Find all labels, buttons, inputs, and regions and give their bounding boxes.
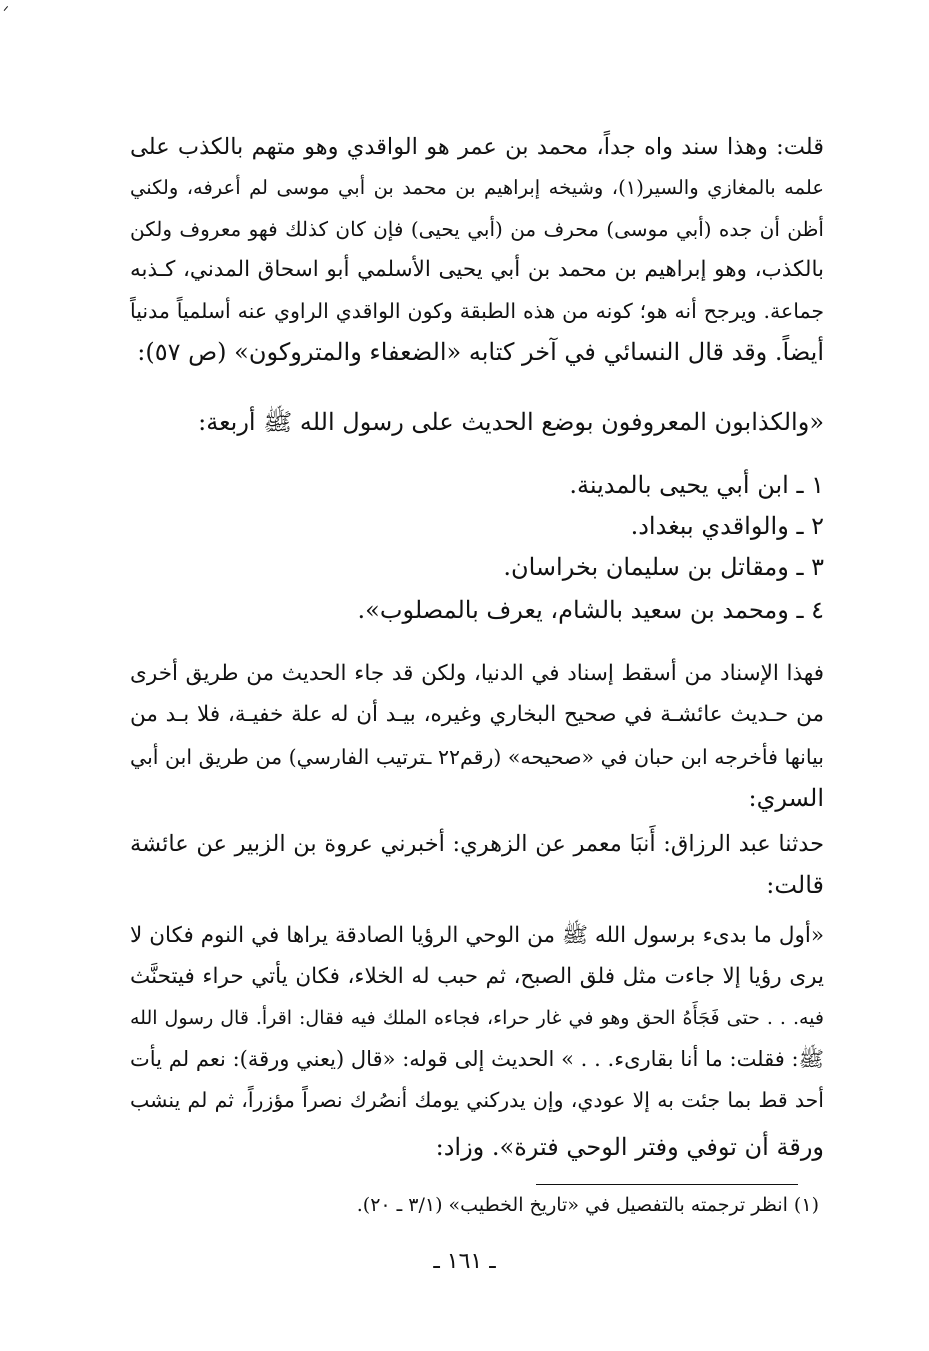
corner-mark: ᐟ: [3, 4, 9, 20]
list-item: ٢ ـ والواقدي ببغداد.: [630, 512, 824, 540]
paragraph-4-line: فيه. . . حتى فَجَأَهُ الحق وهو في غار حراء، فجاءه الملك فيه فقال: اقرأ. قال رسول الله: [130, 1007, 824, 1029]
footnote: (١) انظر ترجمته بالتفصيل في «تاريخ الخطيب» (٣/١ ـ ٢٠).: [356, 1194, 819, 1216]
paragraph-4-line: أحد قط بما جئت به إلا عودي، وإن يدركني يومك أنصُرك نصراً مؤزراً، ثم لم ينشب: [130, 1088, 824, 1112]
paragraph-1-line: أظن أن جده (أبي موسى) محرف من (أبي يحيى) فإن كان كذلك فهو معروف ولكن: [130, 217, 824, 241]
paragraph-2-line: فهذا الإسناد من أسقط إسناد في الدنيا، ولكن قد جاء الحديث من طريق أخرى: [130, 661, 824, 686]
paragraph-1-line: بالكذب، وهو إبراهيم بن محمد بن أبي يحيى الأسلمي أبو اسحاق المدني، كـذبه: [130, 257, 824, 282]
paragraph-4-line: «أول ما بدىء برسول الله ﷺ من الوحي الرؤيا الصادقة يراها في النوم فكان لا: [130, 923, 824, 948]
paragraph-4-line: ورقة أن توفي وفتر الوحي فترة». وزاد:: [435, 1133, 824, 1161]
quote-intro: «والكذابون المعروفون بوضع الحديث على رسول الله ﷺ أربعة:: [198, 408, 824, 436]
list-item: ٤ ـ ومحمد بن سعيد بالشام، يعرف بالمصلوب».: [357, 596, 824, 624]
paragraph-3-line: حدثنا عبد الرزاق: أَنبَا معمر عن الزهري: أخبرني عروة بن الزبير عن عائشة: [130, 831, 824, 857]
paragraph-3-line: قالت:: [766, 871, 824, 899]
paragraph-1-line: علمه بالمغازي والسير(١)، وشيخه إبراهيم بن محمد بن أبي موسى لم أعرفه، ولكني: [130, 176, 824, 199]
page-number: ـ ١٦١ ـ: [433, 1249, 496, 1274]
paragraph-1-line: أيضاً. وقد قال النسائي في آخر كتابه «الضعفاء والمتروكون» (ص ٥٧):: [137, 338, 824, 366]
footnote-separator: [536, 1184, 798, 1185]
paragraph-4-line: يرى رؤيا إلا جاءت مثل فلق الصبح، ثم حبب له الخلاء، فكان يأتي حراء فيتحنَّث: [130, 964, 824, 989]
list-item: ٣ ـ ومقاتل بن سليمان بخراسان.: [503, 553, 824, 581]
paragraph-2-line: بيانها فأخرجه ابن حبان في «صحيحه» (رقم٢٢ ـترتيب الفارسي) من طريق ابن أبي: [130, 745, 824, 769]
paragraph-1-line: جماعة. ويرجح أنه هو؛ كونه من هذه الطبقة وكون الواقدي الراوي عنه أسلمياً مدنياً: [130, 299, 824, 323]
paragraph-4-line: ﷺ: فقلت: ما أنا بقارىء. . . » الحديث إلى قوله: «قال (يعني ورقة): نعم لم يأت: [130, 1047, 824, 1071]
paragraph-2-line: من حـديث عائشـة في صحيح البخاري وغيره، بيـد أن له علة خفيـة، فلا بـد من: [130, 702, 824, 727]
list-item: ١ ـ ابن أبي يحيى بالمدينة.: [569, 471, 824, 499]
paragraph-2-line: السري:: [748, 784, 824, 812]
paragraph-1-line: قلت: وهذا سند واه جداً، محمد بن عمر هو الواقدي وهو متهم بالكذب على: [130, 134, 824, 160]
